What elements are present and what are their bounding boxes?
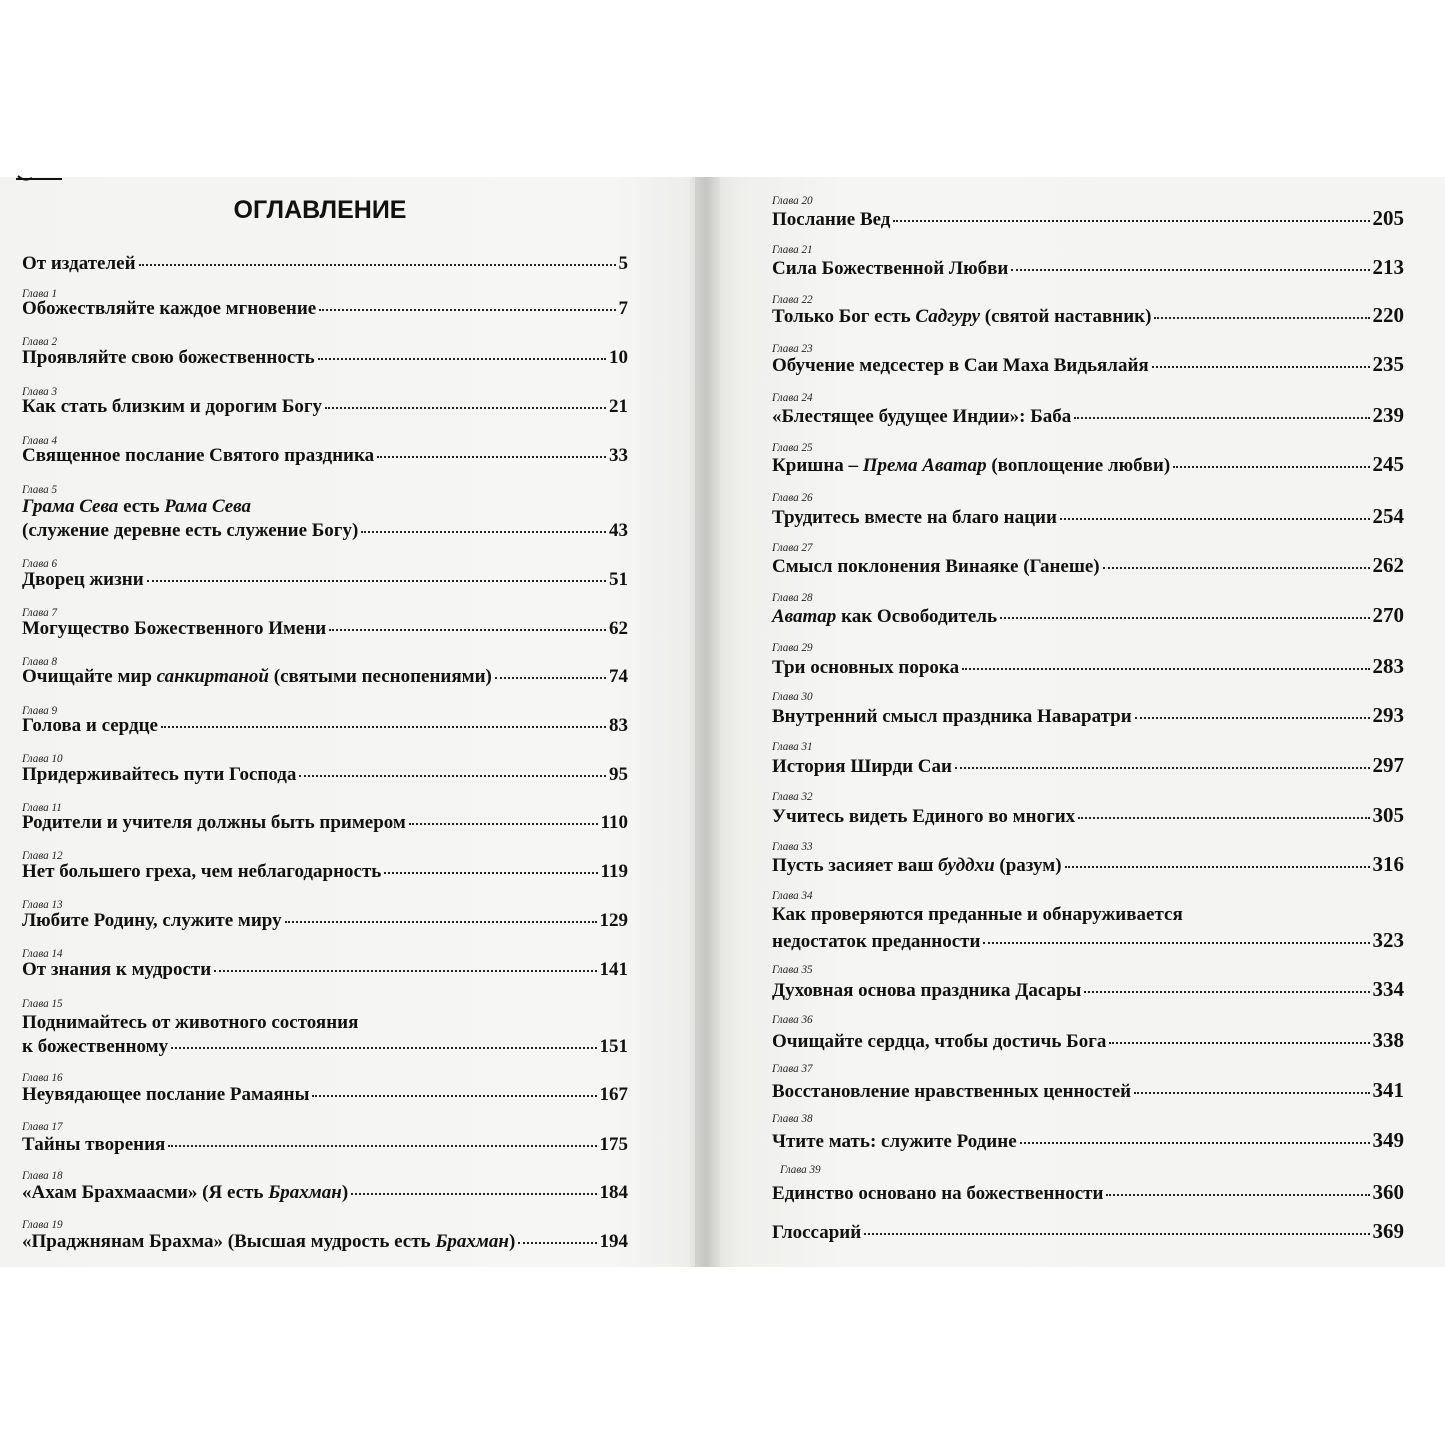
chapter-label: Глава 10: [22, 751, 63, 765]
dot-leader: [377, 456, 606, 458]
toc-entry[interactable]: Нет большего греха, чем неблагодарность 119: [22, 861, 628, 882]
toc-entry[interactable]: Три основных порока 283: [772, 654, 1404, 678]
dot-leader: [955, 767, 1370, 769]
chapter-label: Глава 33: [772, 839, 813, 853]
chapter-label: Глава 29: [772, 640, 813, 654]
dot-leader: [285, 921, 597, 923]
dot-leader: [983, 942, 1369, 944]
toc-entry[interactable]: Очищайте мир санкиртаной (святыми песнопениями) 74: [22, 666, 628, 687]
dot-leader: [318, 358, 606, 360]
dot-leader: [1135, 717, 1370, 719]
chapter-label: Глава 34: [772, 888, 813, 902]
chapter-label: Глава 20: [772, 193, 813, 207]
chapter-label: Глава 16: [22, 1070, 63, 1084]
chapter-label: Глава 27: [772, 540, 813, 554]
chapter-label: Глава 31: [772, 739, 813, 753]
dot-leader: [299, 775, 606, 777]
chapter-label: Глава 9: [22, 703, 58, 717]
chapter-label: Глава 36: [772, 1012, 813, 1026]
toc-entry[interactable]: История Ширди Саи 297: [772, 753, 1404, 777]
dot-leader: [1078, 817, 1369, 819]
dot-leader: [351, 1193, 596, 1195]
toc-entry[interactable]: Трудитесь вместе на благо нации 254: [772, 504, 1404, 528]
dot-leader: [214, 970, 596, 972]
toc-entry[interactable]: Голова и сердце 83: [22, 715, 628, 736]
dot-leader: [384, 872, 597, 874]
chapter-label: Глава 25: [772, 440, 813, 454]
dot-leader: [147, 580, 606, 582]
toc-entry[interactable]: Дворец жизни 51: [22, 569, 628, 590]
toc-entry[interactable]: Внутренний смысл праздника Наваратри 293: [772, 703, 1404, 727]
toc-entry[interactable]: Смысл поклонения Винаяке (Ганеше) 262: [772, 553, 1404, 577]
toc-entry[interactable]: к божественному 151: [22, 1036, 628, 1057]
dot-leader: [1152, 366, 1370, 368]
chapter-label: Глава 4: [22, 433, 58, 447]
toc-entry[interactable]: Послание Вед 205: [772, 206, 1404, 230]
toc-entry[interactable]: Как стать близким и дорогим Богу 21: [22, 396, 628, 417]
chapter-label: Глава 17: [22, 1119, 63, 1133]
toc-entry[interactable]: Любите Родину, служите миру 129: [22, 910, 628, 931]
toc-entry[interactable]: Обучение медсестер в Саи Маха Видьялайя 235: [772, 352, 1404, 376]
chapter-label: Глава 12: [22, 848, 63, 862]
dot-leader: [495, 677, 606, 679]
dot-leader: [1103, 567, 1370, 569]
toc-heading: ОГЛАВЛЕНИЕ: [233, 196, 407, 224]
toc-entry-intro[interactable]: От издателей 5: [22, 253, 628, 274]
toc-entry[interactable]: Придерживайтесь пути Господа 95: [22, 764, 628, 785]
toc-entry[interactable]: (служение деревне есть служение Богу) 43: [22, 520, 628, 541]
toc-entry[interactable]: Проявляйте свою божественность 10: [22, 347, 628, 368]
toc-entry[interactable]: Родители и учителя должны быть примером 110: [22, 812, 628, 833]
page-corner-mark: [14, 173, 64, 183]
chapter-label: Глава 15: [22, 996, 63, 1010]
dot-leader: [518, 1242, 596, 1244]
chapter-label: Глава 3: [22, 384, 58, 398]
dot-leader: [1084, 991, 1369, 993]
dot-leader: [1074, 417, 1369, 419]
toc-entry[interactable]: От знания к мудрости 141: [22, 959, 628, 980]
chapter-label: Глава 1: [22, 286, 58, 300]
chapter-label: Глава 26: [772, 490, 813, 504]
dot-leader: [1109, 1042, 1369, 1044]
chapter-label: Глава 13: [22, 897, 63, 911]
chapter-label: Глава 28: [772, 590, 813, 604]
chapter-label: Глава 6: [22, 556, 58, 570]
toc-entry[interactable]: «Праджнянам Брахма» (Высшая мудрость есть Брахман) 194: [22, 1231, 628, 1252]
chapter-label: Глава 8: [22, 654, 58, 668]
dot-leader: [1011, 269, 1369, 271]
toc-entry[interactable]: Только Бог есть Садгуру (святой наставник) 220: [772, 303, 1404, 327]
dot-leader: [1000, 617, 1370, 619]
dot-leader: [893, 220, 1369, 222]
toc-entry[interactable]: Кришна – Према Аватар (воплощение любви) 245: [772, 452, 1404, 476]
toc-entry[interactable]: недостаток преданности 323: [772, 928, 1404, 952]
toc-entry[interactable]: «Ахам Брахмаасми» (Я есть Брахман) 184: [22, 1182, 628, 1203]
chapter-label: Глава 32: [772, 789, 813, 803]
chapter-label: Глава 37: [772, 1061, 813, 1075]
toc-entry[interactable]: Чтите мать: служите Родине 349: [772, 1128, 1404, 1152]
toc-entry[interactable]: Могущество Божественного Имени 62: [22, 618, 628, 639]
dot-leader: [161, 726, 606, 728]
toc-entry[interactable]: Тайны творения 175: [22, 1134, 628, 1155]
dot-leader: [329, 629, 606, 631]
toc-entry-line1[interactable]: Поднимайтесь от животного состояния: [22, 1012, 359, 1033]
toc-entry[interactable]: Пусть засияет ваш буддхи (разум) 316: [772, 852, 1404, 876]
dot-leader: [1060, 518, 1370, 520]
chapter-label: Глава 14: [22, 946, 63, 960]
chapter-label: Глава 18: [22, 1168, 63, 1182]
dot-leader: [312, 1095, 596, 1097]
toc-entry[interactable]: Восстановление нравственных ценностей 341: [772, 1078, 1404, 1102]
dot-leader: [361, 531, 606, 533]
toc-entry[interactable]: «Блестящее будущее Индии»: Баба 239: [772, 403, 1404, 427]
chapter-label: Глава 11: [22, 800, 62, 814]
dot-leader: [409, 823, 598, 825]
toc-entry[interactable]: Духовная основа праздника Дасары 334: [772, 977, 1404, 1001]
chapter-label: Глава 24: [772, 390, 813, 404]
dot-leader: [962, 668, 1369, 670]
toc-entry[interactable]: Единство основано на божественности 360: [772, 1180, 1404, 1204]
chapter-label: Глава 30: [772, 689, 813, 703]
toc-entry[interactable]: Сила Божественной Любви 213: [772, 255, 1404, 279]
chapter-label: Глава 35: [772, 962, 813, 976]
toc-entry[interactable]: Очищайте сердца, чтобы достичь Бога 338: [772, 1028, 1404, 1052]
chapter-label: Глава 39: [780, 1162, 821, 1176]
dot-leader: [1134, 1092, 1369, 1094]
dot-leader: [864, 1233, 1369, 1235]
toc-entry-glossary[interactable]: Глоссарий 369: [772, 1219, 1404, 1243]
chapter-label: Глава 2: [22, 334, 58, 348]
toc-entry[interactable]: Учитесь видеть Единого во многих 305: [772, 803, 1404, 827]
dot-leader: [319, 309, 615, 311]
toc-entry[interactable]: Неувядающее послание Рамаяны 167: [22, 1084, 628, 1105]
dot-leader: [1173, 466, 1369, 468]
toc-entry[interactable]: Аватар как Освободитель 270: [772, 603, 1404, 627]
dot-leader: [1106, 1194, 1369, 1196]
dot-leader: [325, 407, 606, 409]
chapter-label: Глава 7: [22, 605, 58, 619]
dot-leader: [1065, 866, 1370, 868]
toc-entry-line1[interactable]: Грама Сева есть Рама Сева: [22, 496, 252, 517]
toc-entry[interactable]: Священное послание Святого праздника 33: [22, 445, 628, 466]
chapter-label: Глава 19: [22, 1217, 63, 1231]
toc-entry-line1[interactable]: Как проверяются преданные и обнаруживается: [772, 904, 1183, 925]
dot-leader: [171, 1047, 596, 1049]
chapter-label: Глава 21: [772, 242, 813, 256]
chapter-label: Глава 38: [772, 1111, 813, 1125]
chapter-label: Глава 5: [22, 482, 58, 496]
dot-leader: [1020, 1142, 1370, 1144]
dot-leader: [1154, 317, 1369, 319]
book-spine: [690, 177, 720, 1267]
dot-leader: [168, 1145, 596, 1147]
toc-entry[interactable]: Обожествляйте каждое мгновение 7: [22, 298, 628, 319]
chapter-label: Глава 22: [772, 292, 813, 306]
dot-leader: [139, 264, 616, 266]
chapter-label: Глава 23: [772, 341, 813, 355]
